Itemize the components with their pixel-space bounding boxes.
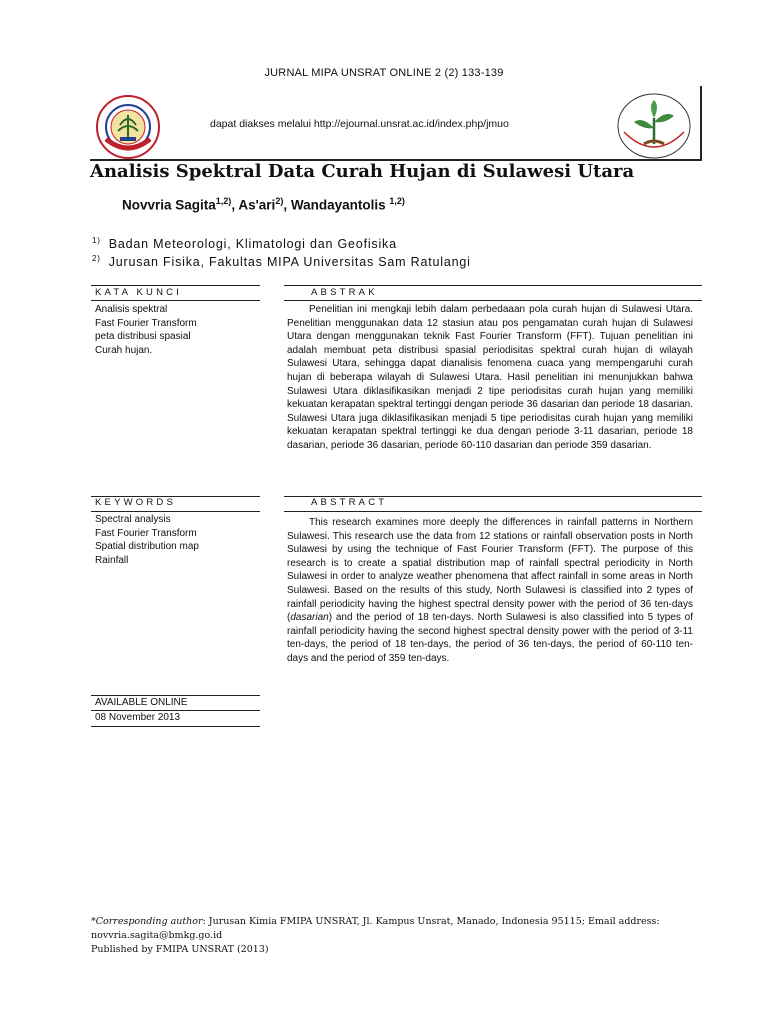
affiliation-mark: 2) — [92, 254, 101, 263]
section-rule — [91, 285, 260, 286]
keywords-heading: KEYWORDS — [95, 497, 177, 508]
kata-kunci-list — [95, 303, 197, 357]
keyword-item: peta distribusi spasial — [95, 331, 191, 343]
abstrak-heading: ABSTRAK — [311, 287, 378, 298]
kata-kunci-heading: KATA KUNCI — [95, 287, 183, 298]
author-affiliation-mark: 1,2) — [215, 196, 232, 206]
publisher-line: Published by FMIPA UNSRAT (2013) — [91, 944, 269, 955]
section-rule — [91, 511, 260, 512]
footnote-mark: * — [91, 916, 96, 927]
abstract-italic-term: dasarian — [290, 612, 329, 624]
abstract-text-part: ) and the period of 18 ten-days. North Sulawesi is also classified into 5 types of rainfall periodicity having the second highest spectral density power with the period of 3-11 ten-days, the period of 18 ten-days, the period of 36 ten-days, the period of 60-110 ten-days and the period of 359 ten-days. — [287, 612, 693, 664]
journal-plant-logo — [616, 92, 692, 160]
author-affiliation-mark: 1,2) — [389, 196, 405, 206]
corresponding-author-note — [91, 916, 701, 927]
section-rule — [284, 511, 702, 512]
affiliation-2 — [92, 254, 471, 269]
author-name: Wandayantolis — [290, 197, 390, 213]
available-online-label: AVAILABLE ONLINE — [95, 697, 188, 708]
abstrak-text: Penelitian ini mengkaji lebih dalam perbedaaan pola curah hujan di Sulawesi Utara. Penelitian menggunakan data 12 stasiun atau pos pengamatan curah hujan di Sulawesi Utara dengan menggunakan teknik Fast Fourier Transform (FFT). Tujuan penelitian ini adalah membuat peta distribusi spasial periodisitas spektral curah hujan di wilayah Sulawesi Utara, sehingga dapat dianalisis fenomena cuaca yang mempengaruhi curah hujan di beberapa wilayah di Sulawesi Utara. Hasil penelitian ini menunjukkan bahwa Sulawesi Utara diklasifikasikan menjadi 2 tipe periodisitas curah hujan yang memiliki kekuatan kerapatan spektral tertinggi dengan periode 36 dasarian dan periode 18 dasarian. Sulawesi Utara juga diklasifikasikan menjadi 5 tipe periodisitas curah hujan yang memiliki kekuatan kerapatan spektral tertinggi ke dua dengan periode 3-11 dasarian, periode 18 dasarian, periode 36 dasarian, periode 60-110 dasarian dan periode 359 dasarian. — [287, 304, 693, 451]
journal-citation: JURNAL MIPA UNSRAT ONLINE 2 (2) 133-139 — [264, 67, 504, 79]
affiliation-1 — [92, 236, 397, 251]
abstract-text — [287, 516, 693, 666]
affiliation-text: Jurusan Fisika, Fakultas MIPA Universitas Sam Ratulangi — [108, 255, 471, 270]
corresponding-author-label: Corresponding author — [95, 916, 203, 927]
keyword-item: Spectral analysis — [95, 514, 171, 525]
header-rule-right — [700, 86, 702, 161]
keyword-item: Analisis spektral — [95, 304, 168, 315]
affiliation-text: Badan Meteorologi, Klimatologi dan Geofisika — [108, 237, 397, 252]
author-affiliation-mark: 2) — [275, 196, 284, 206]
author-list — [122, 196, 405, 213]
keyword-item: Fast Fourier Transform — [95, 527, 197, 539]
keyword-item: Fast Fourier Transform — [95, 317, 197, 329]
available-online-date: 08 November 2013 — [95, 712, 181, 723]
article-title: Analisis Spektral Data Curah Hujan di Sulawesi Utara — [90, 161, 635, 182]
section-rule — [91, 300, 260, 301]
section-rule — [284, 300, 702, 301]
affiliation-mark: 1) — [92, 236, 101, 245]
corresponding-author-email: novvria.sagita@bmkg.go.id — [91, 930, 223, 941]
keywords-list — [95, 513, 199, 567]
abstract-text-part: This research examines more deeply the differences in rainfall patterns in Northern Sulawesi. This research use the data from 12 stations or rainfall observation posts in North Sulawesi by using the technique of Fast Fourier Transform (FFT). The purpose of this research is to create a spatial distribution map of rainfall spectral periodicity in North Sulawesi in order to analyze weather phenomena that affect rainfall in some areas in North Sulawesi. Based on the results of this study, North Sulawesi is classified into 2 types of rainfall periodicity having the highest spectral density power with the period of 36 ten-days ( — [287, 517, 693, 624]
abstract-heading: ABSTRACT — [311, 497, 388, 508]
section-rule — [284, 285, 702, 286]
keyword-item: Spatial distribution map — [95, 541, 199, 553]
author-separator: , — [231, 197, 239, 213]
section-rule — [91, 726, 260, 727]
corresponding-author-address: : Jurusan Kimia FMIPA UNSRAT, Jl. Kampus Unsrat, Manado, Indonesia 95115; Email address: — [202, 916, 660, 927]
keyword-item: Curah hujan. — [95, 344, 153, 356]
access-url: dapat diakses melalui http://ejournal.unsrat.ac.id/index.php/jmuo — [210, 118, 509, 130]
author-name: As'ari — [238, 197, 276, 213]
keyword-item: Rainfall — [95, 554, 129, 566]
author-name: Novvria Sagita — [122, 197, 216, 213]
university-seal-logo — [96, 95, 160, 159]
author-separator: , — [283, 197, 291, 213]
